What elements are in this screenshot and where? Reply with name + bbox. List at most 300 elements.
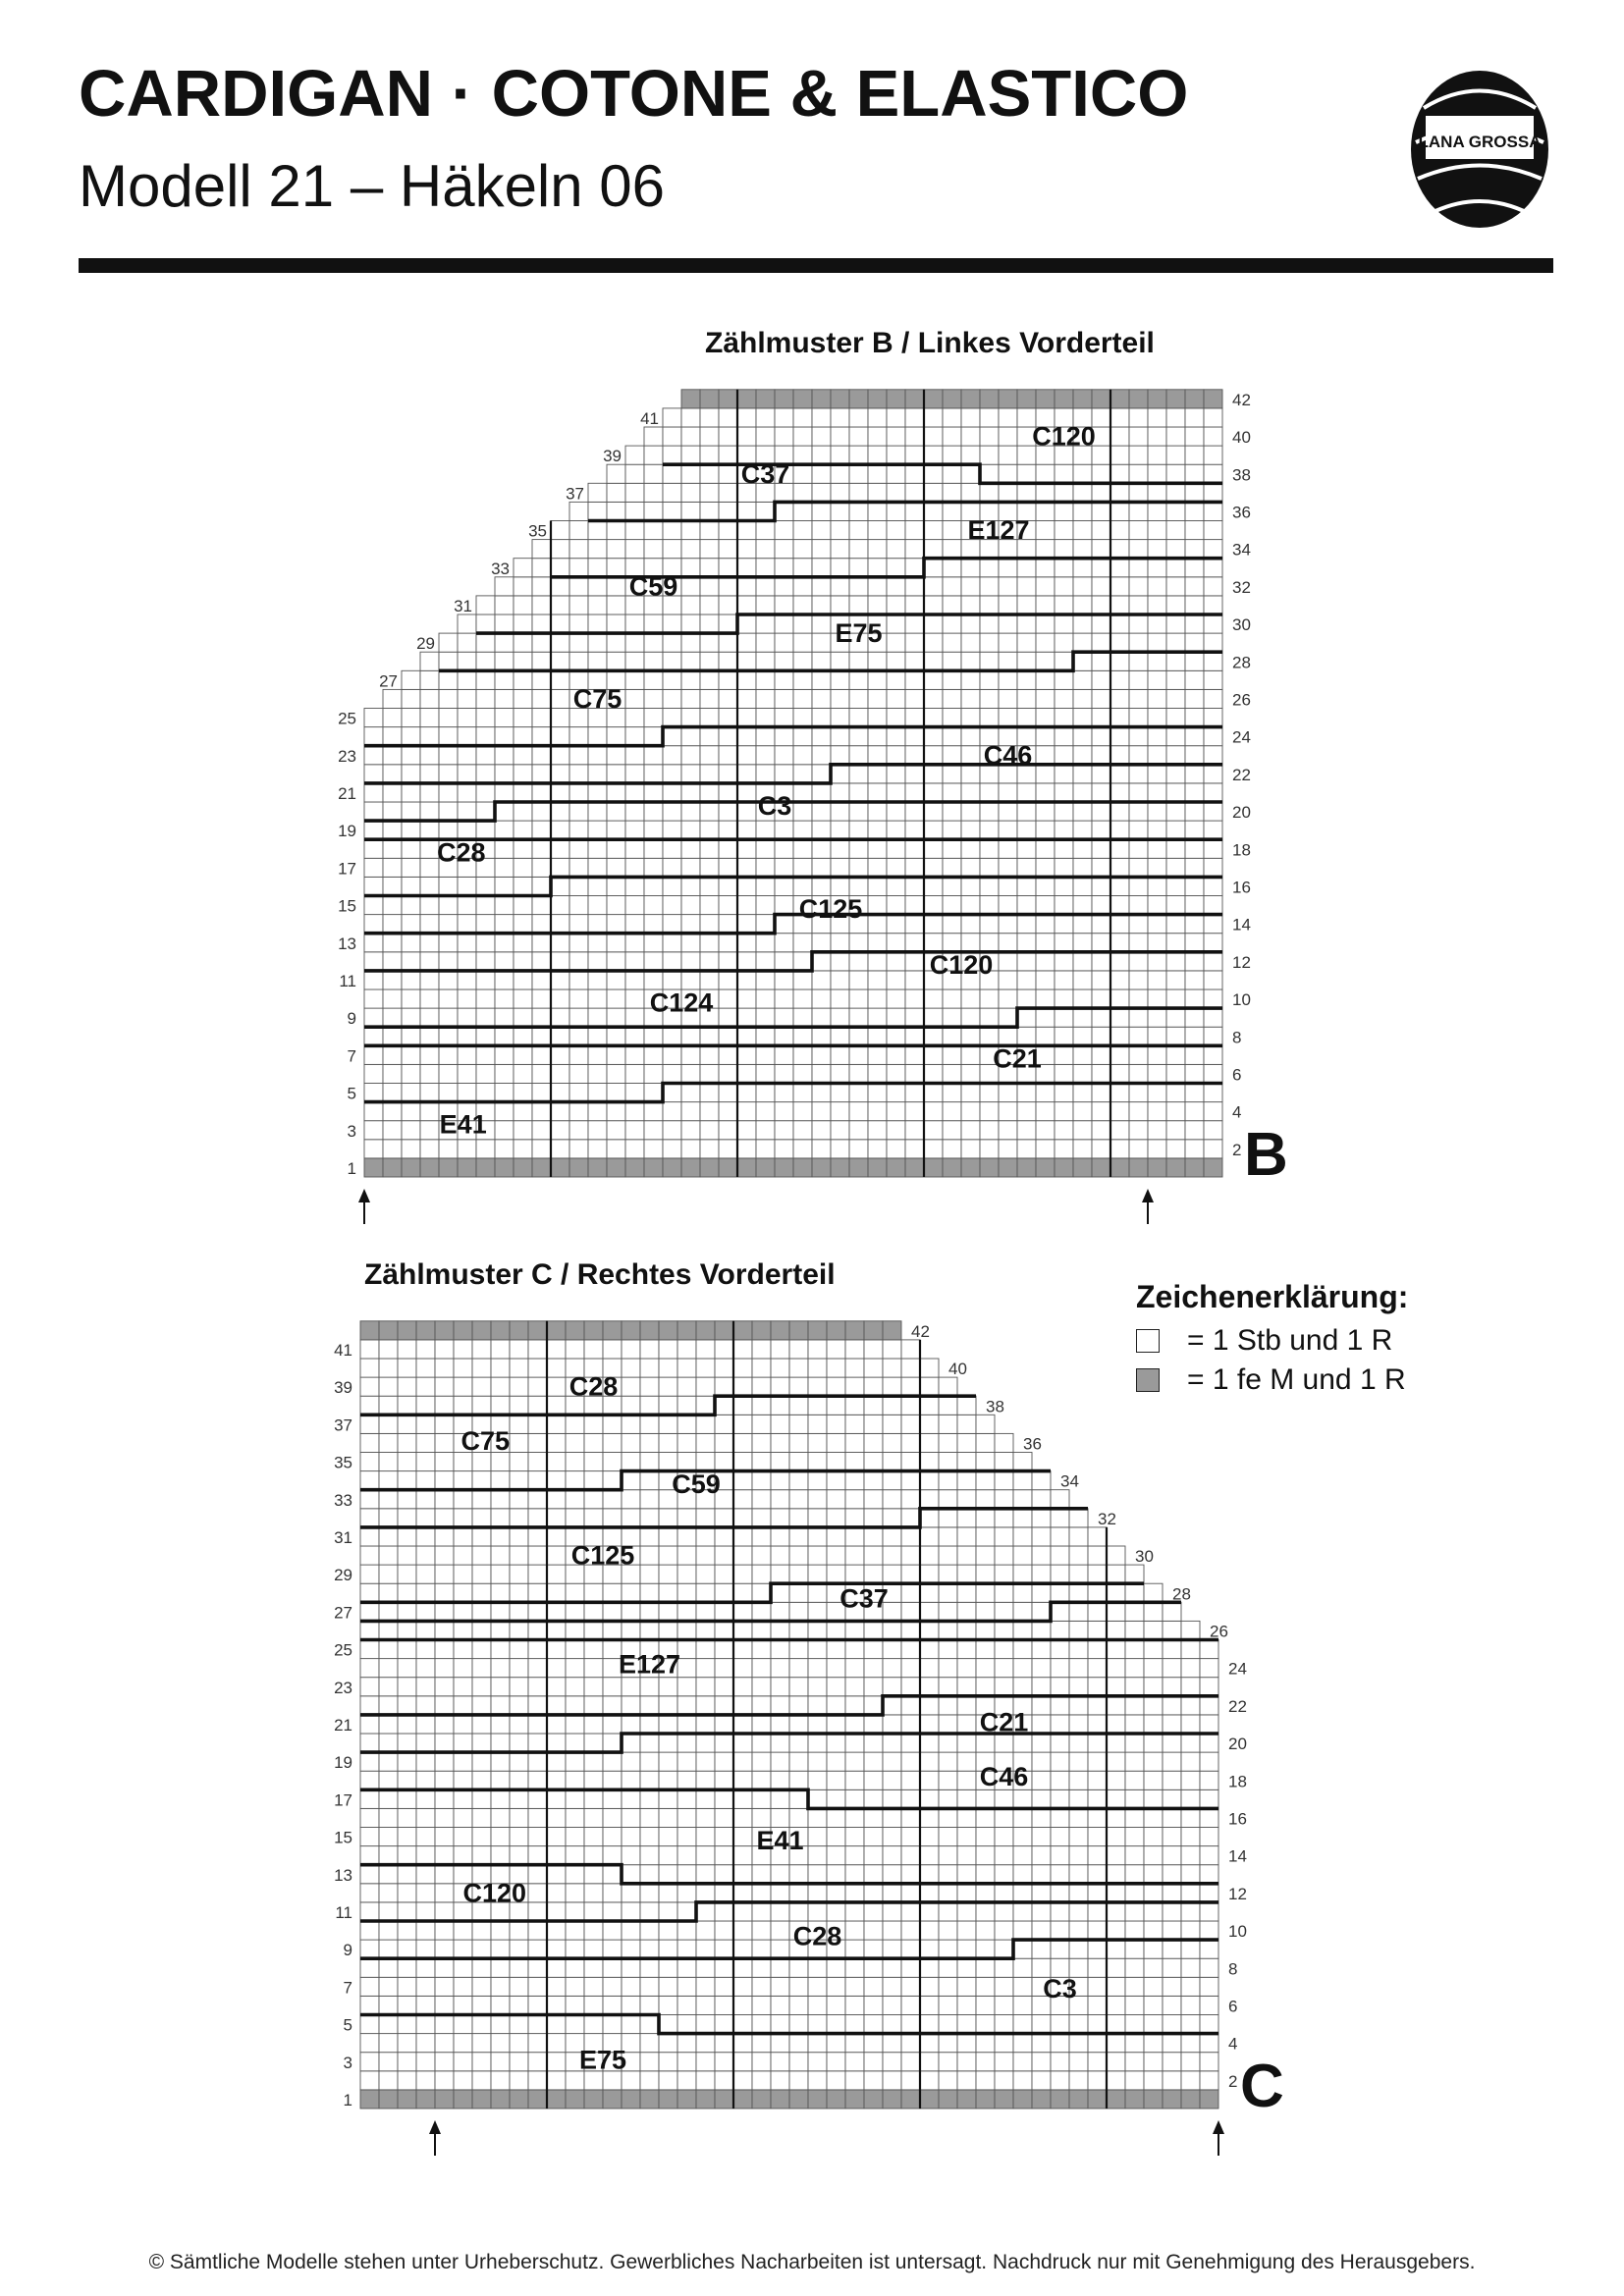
stb-stitch-cell	[887, 559, 905, 577]
stb-stitch-cell	[1204, 1084, 1222, 1102]
stb-stitch-cell	[905, 952, 924, 971]
stb-stitch-cell	[1017, 1008, 1036, 1027]
stb-stitch-cell	[905, 1084, 924, 1102]
stb-stitch-cell	[868, 446, 887, 464]
stb-stitch-cell	[943, 765, 961, 783]
stb-stitch-cell	[1166, 1140, 1185, 1158]
fe-stitch-cell	[793, 1158, 812, 1177]
fe-stitch-cell	[812, 390, 831, 408]
stb-stitch-cell	[905, 1064, 924, 1083]
stb-stitch-cell	[1181, 1921, 1200, 1940]
stb-stitch-cell	[1148, 427, 1166, 446]
stb-stitch-cell	[435, 1678, 454, 1696]
stb-stitch-cell	[640, 2071, 659, 2090]
stb-stitch-cell	[681, 1140, 700, 1158]
stb-stitch-cell	[793, 614, 812, 633]
stb-stitch-cell	[924, 559, 943, 577]
fe-stitch-cell	[808, 1321, 827, 1340]
stb-stitch-cell	[827, 1453, 845, 1471]
stb-stitch-cell	[957, 2053, 976, 2071]
stb-stitch-cell	[905, 783, 924, 802]
stb-stitch-cell	[1166, 1064, 1185, 1083]
stb-stitch-cell	[995, 1490, 1013, 1509]
stb-stitch-cell	[939, 1396, 957, 1415]
stb-stitch-cell	[659, 1696, 677, 1715]
stb-stitch-cell	[398, 1977, 416, 1996]
stb-stitch-cell	[961, 1121, 980, 1140]
stb-stitch-cell	[733, 1808, 752, 1827]
stb-stitch-cell	[659, 1453, 677, 1471]
stb-stitch-cell	[1107, 1583, 1125, 1602]
stb-stitch-cell	[607, 1140, 625, 1158]
stb-stitch-cell	[360, 1453, 379, 1471]
stb-stitch-cell	[976, 2015, 995, 2034]
stb-stitch-cell	[920, 1940, 939, 1958]
stb-stitch-cell	[756, 1140, 775, 1158]
stb-stitch-cell	[603, 1471, 622, 1490]
stb-stitch-cell	[808, 1846, 827, 1865]
stb-stitch-cell	[737, 633, 756, 652]
fe-stitch-cell	[1017, 390, 1036, 408]
stb-stitch-cell	[939, 2015, 957, 2034]
stb-stitch-cell	[995, 1621, 1013, 1639]
stb-stitch-cell	[495, 783, 514, 802]
stb-stitch-cell	[640, 1621, 659, 1639]
stb-stitch-cell	[864, 1715, 883, 1734]
stb-stitch-cell	[793, 821, 812, 839]
stb-stitch-cell	[999, 839, 1017, 858]
stb-stitch-cell	[924, 877, 943, 895]
stb-stitch-cell	[383, 989, 402, 1008]
stb-stitch-cell	[472, 1602, 491, 1621]
yarn-color-label: C28	[792, 1921, 842, 1951]
stb-stitch-cell	[1185, 652, 1204, 670]
stb-stitch-cell	[1092, 689, 1110, 708]
stb-stitch-cell	[756, 877, 775, 895]
stb-stitch-cell	[532, 783, 551, 802]
stb-stitch-cell	[379, 1659, 398, 1678]
stb-stitch-cell	[831, 596, 849, 614]
stb-stitch-cell	[458, 877, 476, 895]
stb-stitch-cell	[1088, 1865, 1107, 1884]
stb-stitch-cell	[1092, 540, 1110, 559]
stb-stitch-cell	[625, 709, 644, 727]
stb-stitch-cell	[603, 1902, 622, 1921]
stb-stitch-cell	[920, 1958, 939, 1977]
stb-stitch-cell	[532, 1008, 551, 1027]
stb-stitch-cell	[454, 1958, 472, 1977]
stb-stitch-cell	[603, 1958, 622, 1977]
stb-stitch-cell	[566, 1846, 584, 1865]
fe-stitch-cell	[887, 1158, 905, 1177]
stb-stitch-cell	[566, 1490, 584, 1509]
stb-stitch-cell	[1051, 1940, 1069, 1958]
stb-stitch-cell	[1073, 877, 1092, 895]
stb-stitch-cell	[700, 652, 719, 670]
stb-stitch-cell	[584, 1659, 603, 1678]
stb-stitch-cell	[514, 1045, 532, 1064]
stb-stitch-cell	[752, 1471, 771, 1490]
stb-stitch-cell	[510, 1696, 528, 1715]
stb-stitch-cell	[435, 1921, 454, 1940]
stb-stitch-cell	[957, 1565, 976, 1583]
stb-stitch-cell	[625, 783, 644, 802]
chart-b	[338, 390, 1288, 1224]
stb-stitch-cell	[1032, 1715, 1051, 1734]
stb-stitch-cell	[379, 2053, 398, 2071]
stb-stitch-cell	[1110, 1084, 1129, 1102]
stb-stitch-cell	[849, 858, 868, 877]
stb-stitch-cell	[547, 1996, 566, 2014]
stb-stitch-cell	[439, 1084, 458, 1102]
stb-stitch-cell	[532, 952, 551, 971]
stb-stitch-cell	[812, 952, 831, 971]
stb-stitch-cell	[1069, 1771, 1088, 1789]
stb-stitch-cell	[737, 727, 756, 746]
stb-stitch-cell	[901, 1958, 920, 1977]
yarn-color-label: E41	[756, 1825, 804, 1855]
stb-stitch-cell	[1055, 633, 1073, 652]
fe-stitch-cell	[416, 1321, 435, 1340]
stb-stitch-cell	[887, 1008, 905, 1027]
stb-stitch-cell	[603, 2015, 622, 2034]
stb-stitch-cell	[435, 1828, 454, 1846]
stb-stitch-cell	[1163, 1884, 1181, 1902]
stb-stitch-cell	[1110, 989, 1129, 1008]
stb-stitch-cell	[364, 1084, 383, 1102]
stb-stitch-cell	[1107, 1715, 1125, 1734]
stb-stitch-cell	[588, 821, 607, 839]
row-number-right: 12	[1228, 1884, 1247, 1903]
stb-stitch-cell	[719, 877, 737, 895]
stb-stitch-cell	[681, 971, 700, 989]
stb-stitch-cell	[887, 896, 905, 915]
stb-stitch-cell	[775, 502, 793, 520]
stb-stitch-cell	[976, 1977, 995, 1996]
stb-stitch-cell	[398, 1734, 416, 1752]
stb-stitch-cell	[416, 1509, 435, 1527]
stb-stitch-cell	[1110, 464, 1129, 483]
stb-stitch-cell	[416, 1865, 435, 1884]
stb-stitch-cell	[793, 765, 812, 783]
stb-stitch-cell	[827, 1415, 845, 1433]
stb-stitch-cell	[737, 689, 756, 708]
stb-stitch-cell	[383, 952, 402, 971]
stb-stitch-cell	[1148, 652, 1166, 670]
fe-stitch-cell	[1069, 2090, 1088, 2109]
stb-stitch-cell	[864, 1640, 883, 1659]
stb-stitch-cell	[901, 1340, 920, 1359]
stb-stitch-cell	[1051, 1921, 1069, 1940]
stb-stitch-cell	[752, 1509, 771, 1527]
stb-stitch-cell	[402, 1064, 420, 1083]
stb-stitch-cell	[454, 1678, 472, 1696]
stb-stitch-cell	[416, 1940, 435, 1958]
stb-stitch-cell	[812, 971, 831, 989]
yarn-color-label: C59	[628, 571, 678, 602]
stb-stitch-cell	[588, 577, 607, 596]
stb-stitch-cell	[808, 1640, 827, 1659]
stb-stitch-cell	[1055, 1008, 1073, 1027]
stb-stitch-cell	[920, 1846, 939, 1865]
stb-stitch-cell	[1092, 596, 1110, 614]
stb-stitch-cell	[528, 1884, 547, 1902]
stb-stitch-cell	[607, 1064, 625, 1083]
stb-stitch-cell	[1069, 1846, 1088, 1865]
stb-stitch-cell	[1069, 1789, 1088, 1808]
fe-stitch-cell	[1032, 2090, 1051, 2109]
stb-stitch-cell	[547, 1846, 566, 1865]
stb-stitch-cell	[1166, 934, 1185, 952]
stb-stitch-cell	[607, 783, 625, 802]
stb-stitch-cell	[719, 765, 737, 783]
stb-stitch-cell	[883, 1996, 901, 2014]
stb-stitch-cell	[402, 1045, 420, 1064]
stb-stitch-cell	[793, 464, 812, 483]
stb-stitch-cell	[1013, 1602, 1032, 1621]
fe-stitch-cell	[1200, 2090, 1218, 2109]
stb-stitch-cell	[905, 427, 924, 446]
stb-stitch-cell	[793, 1064, 812, 1083]
stb-stitch-cell	[1166, 614, 1185, 633]
stb-stitch-cell	[528, 1734, 547, 1752]
row-number-left: 31	[454, 597, 472, 615]
stb-stitch-cell	[939, 1509, 957, 1527]
stb-stitch-cell	[752, 1527, 771, 1546]
stb-stitch-cell	[752, 2015, 771, 2034]
stb-stitch-cell	[439, 652, 458, 670]
stb-stitch-cell	[827, 1771, 845, 1789]
stb-stitch-cell	[849, 989, 868, 1008]
stb-stitch-cell	[588, 1008, 607, 1027]
stb-stitch-cell	[849, 1045, 868, 1064]
stb-stitch-cell	[1073, 1140, 1092, 1158]
stb-stitch-cell	[808, 2034, 827, 2053]
stb-stitch-cell	[1185, 633, 1204, 652]
fe-stitch-cell	[737, 1158, 756, 1177]
stb-stitch-cell	[1144, 2034, 1163, 2053]
stb-stitch-cell	[1051, 1808, 1069, 1827]
stb-stitch-cell	[980, 877, 999, 895]
stb-stitch-cell	[510, 1583, 528, 1602]
stb-stitch-cell	[849, 483, 868, 502]
stb-stitch-cell	[1055, 670, 1073, 689]
stb-stitch-cell	[1013, 1659, 1032, 1678]
stb-stitch-cell	[379, 1828, 398, 1846]
stb-stitch-cell	[1013, 1808, 1032, 1827]
stb-stitch-cell	[1013, 1789, 1032, 1808]
stb-stitch-cell	[379, 1565, 398, 1583]
stb-stitch-cell	[547, 1659, 566, 1678]
row-number-right: 10	[1228, 1922, 1247, 1942]
stb-stitch-cell	[957, 1583, 976, 1602]
stb-stitch-cell	[1088, 1546, 1107, 1565]
stb-stitch-cell	[733, 1846, 752, 1865]
stb-stitch-cell	[383, 709, 402, 727]
stb-stitch-cell	[845, 2015, 864, 2034]
stb-stitch-cell	[379, 2034, 398, 2053]
stb-stitch-cell	[1144, 1865, 1163, 1884]
stb-stitch-cell	[887, 746, 905, 765]
stb-stitch-cell	[458, 952, 476, 971]
fe-stitch-cell	[864, 2090, 883, 2109]
stb-stitch-cell	[1181, 1734, 1200, 1752]
row-number-left: 13	[334, 1865, 352, 1885]
stb-stitch-cell	[995, 1977, 1013, 1996]
stb-stitch-cell	[939, 1902, 957, 1921]
stb-stitch-cell	[1032, 1678, 1051, 1696]
stb-stitch-cell	[756, 577, 775, 596]
stb-stitch-cell	[607, 746, 625, 765]
stb-stitch-cell	[999, 1008, 1017, 1027]
stb-stitch-cell	[733, 1396, 752, 1415]
stb-stitch-cell	[1032, 1602, 1051, 1621]
stb-stitch-cell	[663, 633, 681, 652]
stb-stitch-cell	[995, 2034, 1013, 2053]
stb-stitch-cell	[435, 1996, 454, 2014]
stb-stitch-cell	[1036, 746, 1055, 765]
stb-stitch-cell	[514, 652, 532, 670]
stb-stitch-cell	[849, 746, 868, 765]
stb-stitch-cell	[663, 1140, 681, 1158]
stb-stitch-cell	[943, 1084, 961, 1102]
stb-stitch-cell	[1185, 1084, 1204, 1102]
stb-stitch-cell	[607, 502, 625, 520]
stb-stitch-cell	[1092, 670, 1110, 689]
stb-stitch-cell	[1092, 577, 1110, 596]
stb-stitch-cell	[812, 540, 831, 559]
stb-stitch-cell	[737, 1102, 756, 1121]
stb-stitch-cell	[1204, 783, 1222, 802]
stb-stitch-cell	[435, 1696, 454, 1715]
stb-stitch-cell	[901, 1789, 920, 1808]
fe-stitch-cell	[640, 2090, 659, 2109]
stb-stitch-cell	[472, 1565, 491, 1583]
stb-stitch-cell	[715, 1977, 733, 1996]
stb-stitch-cell	[957, 1696, 976, 1715]
stb-stitch-cell	[1055, 1084, 1073, 1102]
stb-stitch-cell	[566, 1509, 584, 1527]
stb-stitch-cell	[439, 971, 458, 989]
stb-stitch-cell	[547, 1752, 566, 1771]
stb-stitch-cell	[733, 1884, 752, 1902]
stb-stitch-cell	[569, 559, 588, 577]
stb-stitch-cell	[603, 1734, 622, 1752]
stb-stitch-cell	[528, 1715, 547, 1734]
stb-stitch-cell	[398, 1583, 416, 1602]
stb-stitch-cell	[1181, 2053, 1200, 2071]
stb-stitch-cell	[696, 1828, 715, 1846]
stb-stitch-cell	[383, 1140, 402, 1158]
stb-stitch-cell	[640, 1602, 659, 1621]
stb-stitch-cell	[868, 839, 887, 858]
stb-stitch-cell	[700, 727, 719, 746]
stb-stitch-cell	[1125, 1640, 1144, 1659]
stb-stitch-cell	[1051, 2034, 1069, 2053]
stb-stitch-cell	[1200, 1958, 1218, 1977]
stb-stitch-cell	[901, 1659, 920, 1678]
stb-stitch-cell	[1163, 1828, 1181, 1846]
stb-stitch-cell	[715, 1696, 733, 1715]
stb-stitch-cell	[454, 1696, 472, 1715]
stb-stitch-cell	[752, 1884, 771, 1902]
stb-stitch-cell	[1125, 1621, 1144, 1639]
stb-stitch-cell	[659, 1546, 677, 1565]
row-number-right: 14	[1228, 1846, 1247, 1866]
stb-stitch-cell	[887, 689, 905, 708]
stb-stitch-cell	[622, 1359, 640, 1377]
stb-stitch-cell	[999, 427, 1017, 446]
stb-stitch-cell	[547, 1377, 566, 1396]
stb-stitch-cell	[812, 1084, 831, 1102]
stb-stitch-cell	[420, 727, 439, 746]
stb-stitch-cell	[715, 1865, 733, 1884]
stb-stitch-cell	[864, 1359, 883, 1377]
stb-stitch-cell	[625, 1084, 644, 1102]
row-number-right: 22	[1232, 765, 1251, 784]
stb-stitch-cell	[1073, 709, 1092, 727]
stb-stitch-cell	[1181, 1696, 1200, 1715]
stb-stitch-cell	[603, 1415, 622, 1433]
yarn-color-label: C37	[740, 458, 790, 489]
stb-stitch-cell	[528, 1808, 547, 1827]
stb-stitch-cell	[737, 765, 756, 783]
stb-stitch-cell	[920, 1415, 939, 1433]
stb-stitch-cell	[1088, 1771, 1107, 1789]
stb-stitch-cell	[1148, 821, 1166, 839]
stb-stitch-cell	[939, 1678, 957, 1696]
stb-stitch-cell	[1017, 1121, 1036, 1140]
stb-stitch-cell	[551, 540, 569, 559]
stb-stitch-cell	[957, 1940, 976, 1958]
stb-stitch-cell	[1073, 783, 1092, 802]
stb-stitch-cell	[569, 765, 588, 783]
stb-stitch-cell	[1055, 652, 1073, 670]
stb-stitch-cell	[514, 727, 532, 746]
stb-stitch-cell	[640, 1340, 659, 1359]
stb-stitch-cell	[495, 577, 514, 596]
stb-stitch-cell	[775, 1102, 793, 1121]
stb-stitch-cell	[883, 1865, 901, 1884]
stb-stitch-cell	[510, 1996, 528, 2014]
stb-stitch-cell	[435, 1433, 454, 1452]
row-number-left: 7	[343, 1978, 352, 1998]
stb-stitch-cell	[775, 1084, 793, 1102]
stb-stitch-cell	[588, 614, 607, 633]
stb-stitch-cell	[1055, 839, 1073, 858]
stb-stitch-cell	[510, 1659, 528, 1678]
stb-stitch-cell	[808, 1509, 827, 1527]
stb-stitch-cell	[1185, 521, 1204, 540]
stb-stitch-cell	[510, 1490, 528, 1509]
stb-stitch-cell	[1125, 2071, 1144, 2090]
stb-stitch-cell	[454, 1752, 472, 1771]
fe-stitch-cell	[1148, 390, 1166, 408]
stb-stitch-cell	[472, 1789, 491, 1808]
stb-stitch-cell	[491, 1678, 510, 1696]
stb-stitch-cell	[883, 1958, 901, 1977]
stb-stitch-cell	[905, 839, 924, 858]
stb-stitch-cell	[1013, 1490, 1032, 1509]
stb-stitch-cell	[495, 709, 514, 727]
row-number-right: 10	[1232, 990, 1251, 1010]
stb-stitch-cell	[756, 1008, 775, 1027]
stb-stitch-cell	[901, 1490, 920, 1509]
yarn-color-label: E127	[618, 1649, 681, 1680]
fe-stitch-cell	[756, 390, 775, 408]
stb-stitch-cell	[435, 1509, 454, 1527]
stb-stitch-cell	[1144, 1940, 1163, 1958]
